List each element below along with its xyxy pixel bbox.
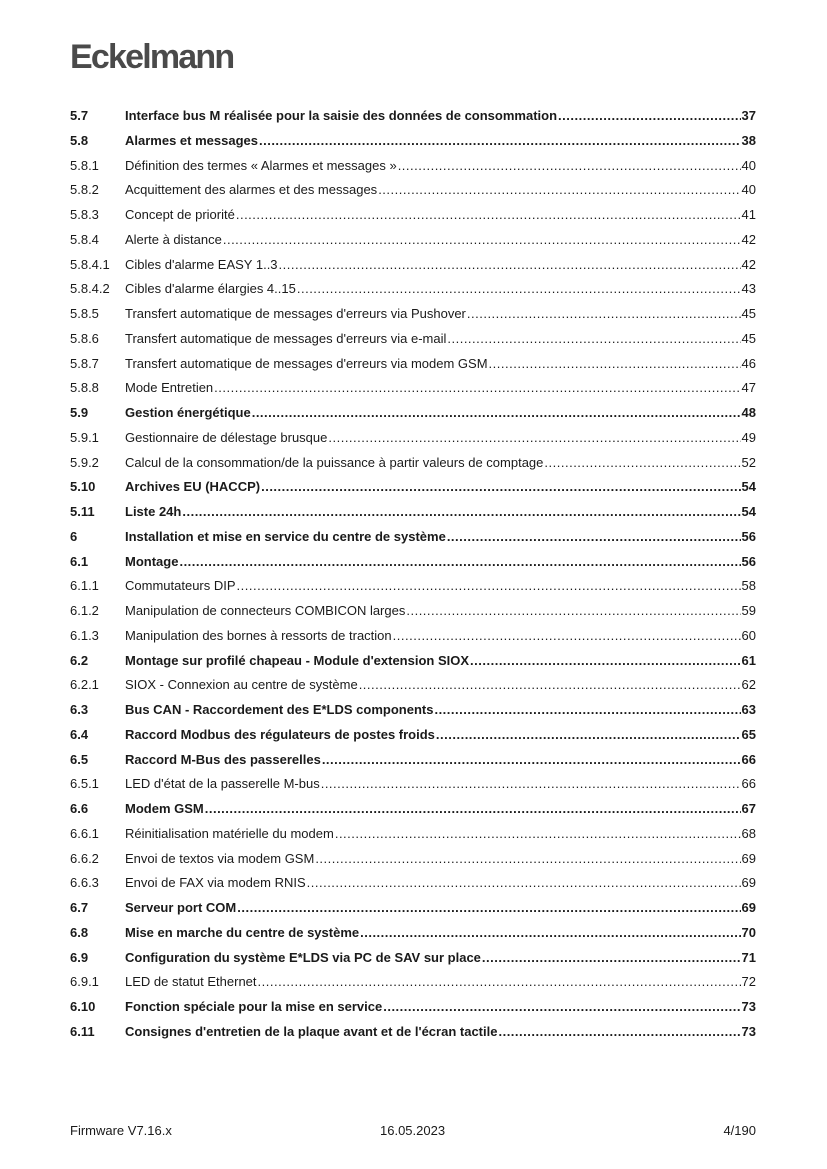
toc-section-title: Calcul de la consommation/de la puissance à partir valeurs de comptage <box>125 454 544 470</box>
toc-entry[interactable] <box>70 752 756 777</box>
toc-dot-leader <box>406 603 740 618</box>
toc-page-number: 59 <box>741 603 756 618</box>
toc-section-number: 6.6.1 <box>70 825 99 841</box>
toc-entry[interactable] <box>70 727 756 752</box>
toc-dot-leader <box>383 999 740 1014</box>
toc-entry[interactable] <box>70 232 756 257</box>
toc-section-number: 6.10 <box>70 999 96 1014</box>
toc-section-title: Cibles d'alarme élargies 4..15 <box>125 281 296 297</box>
toc-entry[interactable] <box>70 207 756 232</box>
toc-section-title: Gestion énergétique <box>125 405 251 420</box>
footer-firmware-version: Firmware V7.16.x <box>70 1123 172 1138</box>
toc-section-number: 5.8.4 <box>70 231 99 247</box>
toc-section-number: 6.9 <box>70 949 89 965</box>
toc-entry[interactable] <box>70 925 756 950</box>
toc-dot-leader <box>322 752 741 767</box>
toc-entry[interactable] <box>70 281 756 306</box>
toc-section-number: 5.10 <box>70 479 96 495</box>
toc-section-title: Envoi de FAX via modem RNIS <box>125 875 306 891</box>
toc-page-number: 46 <box>741 355 756 371</box>
toc-section-title: LED de statut Ethernet <box>125 974 257 990</box>
toc-dot-leader <box>259 133 741 148</box>
toc-dot-leader <box>321 776 741 791</box>
toc-section-title: Configuration du système E*LDS via PC de SAV sur place <box>125 949 481 965</box>
toc-section-title: Transfert automatique de messages d'erreurs via modem GSM <box>125 355 488 371</box>
toc-section-number: 6.7 <box>70 900 89 915</box>
toc-section-number: 6 <box>70 528 78 544</box>
toc-entry[interactable] <box>70 356 756 381</box>
toc-dot-leader <box>261 479 740 494</box>
toc-section-number: 6.8 <box>70 924 89 940</box>
toc-section-number: 6.9.1 <box>70 974 99 990</box>
toc-dot-leader <box>360 925 740 940</box>
toc-section-number: 6.3 <box>70 702 89 717</box>
toc-dot-leader <box>359 677 741 692</box>
toc-section-number: 5.9.2 <box>70 454 99 470</box>
toc-dot-leader <box>214 380 740 395</box>
toc-entry[interactable] <box>70 578 756 603</box>
toc-page-number: 65 <box>741 726 756 742</box>
toc-page-number: 54 <box>741 504 756 519</box>
toc-section-number: 5.8.4.1 <box>70 256 110 272</box>
toc-dot-leader <box>237 578 741 593</box>
toc-section-title: Alarmes et messages <box>125 132 258 148</box>
toc-entry[interactable] <box>70 108 756 133</box>
toc-entry[interactable] <box>70 702 756 727</box>
footer-date: 16.05.2023 <box>380 1123 446 1138</box>
toc-dot-leader <box>307 875 741 890</box>
toc-dot-leader <box>489 356 741 371</box>
toc-page-number: 66 <box>741 751 756 767</box>
toc-entry[interactable] <box>70 504 756 529</box>
toc-dot-leader <box>223 232 741 247</box>
toc-entry[interactable] <box>70 999 756 1024</box>
toc-entry[interactable] <box>70 900 756 925</box>
toc-dot-leader <box>447 331 740 346</box>
toc-dot-leader <box>335 826 741 841</box>
toc-section-number: 6.5.1 <box>70 776 99 792</box>
toc-page-number: 45 <box>741 330 756 346</box>
toc-section-title: Cibles d'alarme EASY 1..3 <box>125 256 278 272</box>
toc-page-number: 45 <box>741 306 756 321</box>
toc-page-number: 66 <box>741 776 756 792</box>
toc-dot-leader <box>482 950 741 965</box>
toc-section-title: Transfert automatique de messages d'erreurs via e-mail <box>125 330 447 346</box>
toc-section-number: 6.2.1 <box>70 677 99 693</box>
toc-section-title: Réinitialisation matérielle du modem <box>125 825 334 841</box>
toc-page-number: 69 <box>741 850 756 866</box>
toc-entry[interactable] <box>70 257 756 282</box>
toc-section-title: Manipulation des bornes à ressorts de traction <box>125 627 392 643</box>
toc-page-number: 56 <box>741 528 756 544</box>
toc-section-title: Archives EU (HACCP) <box>125 479 261 495</box>
toc-page-number: 69 <box>741 875 756 891</box>
toc-page-number: 68 <box>741 825 756 841</box>
toc-section-title: Mode Entretien <box>125 380 214 396</box>
toc-dot-leader <box>279 257 741 272</box>
toc-page-number: 62 <box>741 677 756 693</box>
toc-section-number: 5.8.4.2 <box>70 281 110 297</box>
toc-section-number: 6.1.2 <box>70 603 99 618</box>
toc-dot-leader <box>179 554 740 569</box>
toc-entry[interactable] <box>70 950 756 975</box>
toc-entry[interactable] <box>70 677 756 702</box>
toc-section-title: Montage <box>125 553 179 569</box>
toc-dot-leader <box>447 529 741 544</box>
toc-section-number: 5.8 <box>70 132 89 148</box>
toc-section-title: Montage sur profilé chapeau - Module d'extension SIOX <box>125 652 470 668</box>
toc-entry[interactable] <box>70 306 756 331</box>
toc-entry[interactable] <box>70 158 756 183</box>
toc-section-number: 6.4 <box>70 726 89 742</box>
toc-entry[interactable] <box>70 1024 756 1049</box>
toc-section-title: Définition des termes « Alarmes et messages » <box>125 157 397 173</box>
toc-section-number: 6.1.1 <box>70 578 99 594</box>
toc-page-number: 52 <box>741 454 756 470</box>
toc-page-number: 67 <box>741 801 756 816</box>
toc-section-number: 6.6.3 <box>70 875 99 891</box>
toc-dot-leader <box>378 182 740 197</box>
toc-dot-leader <box>252 405 741 420</box>
toc-page-number: 60 <box>741 627 756 643</box>
toc-section-number: 6.5 <box>70 751 89 767</box>
toc-dot-leader <box>393 628 741 643</box>
toc-section-title: Fonction spéciale pour la mise en service <box>125 999 383 1014</box>
toc-dot-leader <box>436 727 741 742</box>
toc-section-number: 5.8.1 <box>70 157 99 173</box>
toc-entry[interactable] <box>70 653 756 678</box>
toc-section-title: SIOX - Connexion au centre de système <box>125 677 358 693</box>
toc-page-number: 41 <box>741 207 756 222</box>
toc-section-number: 5.11 <box>70 504 95 519</box>
toc-section-title: Envoi de textos via modem GSM <box>125 850 315 866</box>
toc-section-title: Consignes d'entretien de la plaque avant et de l'écran tactile <box>125 1023 498 1039</box>
toc-entry[interactable] <box>70 331 756 356</box>
toc-page-number: 42 <box>741 256 756 272</box>
toc-entry[interactable] <box>70 554 756 579</box>
toc-section-number: 5.9.1 <box>70 429 99 445</box>
toc-section-title: Interface bus M réalisée pour la saisie des données de consommation <box>125 108 558 123</box>
toc-entry[interactable] <box>70 628 756 653</box>
toc-dot-leader <box>498 1024 740 1039</box>
toc-page-number: 42 <box>741 231 756 247</box>
company-logo: Eckelmann <box>70 38 234 76</box>
toc-section-number: 5.8.6 <box>70 330 99 346</box>
toc-section-number: 6.6.2 <box>70 850 99 866</box>
footer-page-number: 4/190 <box>723 1123 756 1138</box>
toc-section-title: Commutateurs DIP <box>125 578 236 594</box>
toc-dot-leader <box>182 504 740 519</box>
toc-page-number: 43 <box>741 281 756 297</box>
toc-dot-leader <box>398 158 741 173</box>
toc-entry[interactable] <box>70 851 756 876</box>
toc-section-title: Serveur port COM <box>125 900 237 915</box>
toc-section-title: Modem GSM <box>125 801 204 816</box>
toc-dot-leader <box>205 801 741 816</box>
toc-dot-leader <box>470 653 741 668</box>
toc-section-title: Raccord Modbus des régulateurs de postes froids <box>125 726 435 742</box>
toc-entry[interactable] <box>70 405 756 430</box>
toc-section-number: 6.6 <box>70 801 89 816</box>
toc-section-title: Acquittement des alarmes et des messages <box>125 182 378 198</box>
toc-entry[interactable] <box>70 380 756 405</box>
toc-section-number: 5.8.2 <box>70 182 99 198</box>
toc-section-title: Manipulation de connecteurs COMBICON larges <box>125 603 406 618</box>
toc-entry[interactable] <box>70 455 756 480</box>
toc-page-number: 49 <box>741 429 756 445</box>
toc-page-number: 73 <box>741 999 756 1014</box>
toc-page-number: 71 <box>741 949 756 965</box>
toc-page-number: 40 <box>741 157 756 173</box>
toc-page-number: 73 <box>741 1023 756 1039</box>
toc-section-title: Raccord M-Bus des passerelles <box>125 751 321 767</box>
toc-dot-leader <box>297 281 741 296</box>
toc-entry[interactable] <box>70 603 756 628</box>
toc-section-number: 5.7 <box>70 108 89 123</box>
toc-dot-leader <box>434 702 740 717</box>
toc-section-title: Bus CAN - Raccordement des E*LDS components <box>125 702 434 717</box>
toc-page-number: 56 <box>741 553 756 569</box>
toc-dot-leader <box>237 900 740 915</box>
table-of-contents <box>70 108 756 1049</box>
toc-page-number: 69 <box>741 900 756 915</box>
toc-entry[interactable] <box>70 479 756 504</box>
toc-section-title: Concept de priorité <box>125 207 235 222</box>
toc-dot-leader <box>315 851 740 866</box>
toc-section-number: 5.8.8 <box>70 380 99 396</box>
toc-section-title: Mise en marche du centre de système <box>125 924 360 940</box>
toc-page-number: 47 <box>741 380 756 396</box>
toc-section-number: 5.8.7 <box>70 355 99 371</box>
toc-page-number: 72 <box>741 974 756 990</box>
toc-section-number: 6.1 <box>70 553 89 569</box>
toc-page-number: 58 <box>741 578 756 594</box>
toc-page-number: 48 <box>741 405 756 420</box>
toc-section-number: 6.1.3 <box>70 627 99 643</box>
toc-entry[interactable] <box>70 826 756 851</box>
toc-section-number: 5.9 <box>70 405 89 420</box>
toc-page-number: 61 <box>741 652 756 668</box>
toc-section-title: Installation et mise en service du centre de système <box>125 528 446 544</box>
toc-entry[interactable] <box>70 430 756 455</box>
toc-entry[interactable] <box>70 182 756 207</box>
toc-entry[interactable] <box>70 776 756 801</box>
toc-page-number: 40 <box>741 182 756 198</box>
toc-section-title: Alerte à distance <box>125 231 222 247</box>
toc-entry[interactable] <box>70 875 756 900</box>
toc-section-title: LED d'état de la passerelle M-bus <box>125 776 320 792</box>
toc-page-number: 38 <box>741 132 756 148</box>
toc-dot-leader <box>258 974 741 989</box>
toc-section-number: 6.2 <box>70 652 89 668</box>
toc-dot-leader <box>236 207 741 222</box>
toc-page-number: 70 <box>741 924 756 940</box>
toc-dot-leader <box>558 108 741 123</box>
toc-page-number: 37 <box>741 108 756 123</box>
toc-entry[interactable] <box>70 529 756 554</box>
toc-section-number: 5.8.3 <box>70 207 99 222</box>
toc-page-number: 54 <box>741 479 756 495</box>
toc-section-title: Liste 24h <box>125 504 182 519</box>
toc-section-title: Transfert automatique de messages d'erreurs via Pushover <box>125 306 466 321</box>
toc-section-number: 6.11 <box>70 1023 95 1039</box>
toc-dot-leader <box>467 306 741 321</box>
toc-entry[interactable] <box>70 801 756 826</box>
toc-dot-leader <box>544 455 740 470</box>
toc-page-number: 63 <box>741 702 756 717</box>
toc-entry[interactable] <box>70 974 756 999</box>
toc-dot-leader <box>328 430 740 445</box>
toc-section-title: Gestionnaire de délestage brusque <box>125 429 328 445</box>
toc-section-number: 5.8.5 <box>70 306 99 321</box>
toc-entry[interactable] <box>70 133 756 158</box>
